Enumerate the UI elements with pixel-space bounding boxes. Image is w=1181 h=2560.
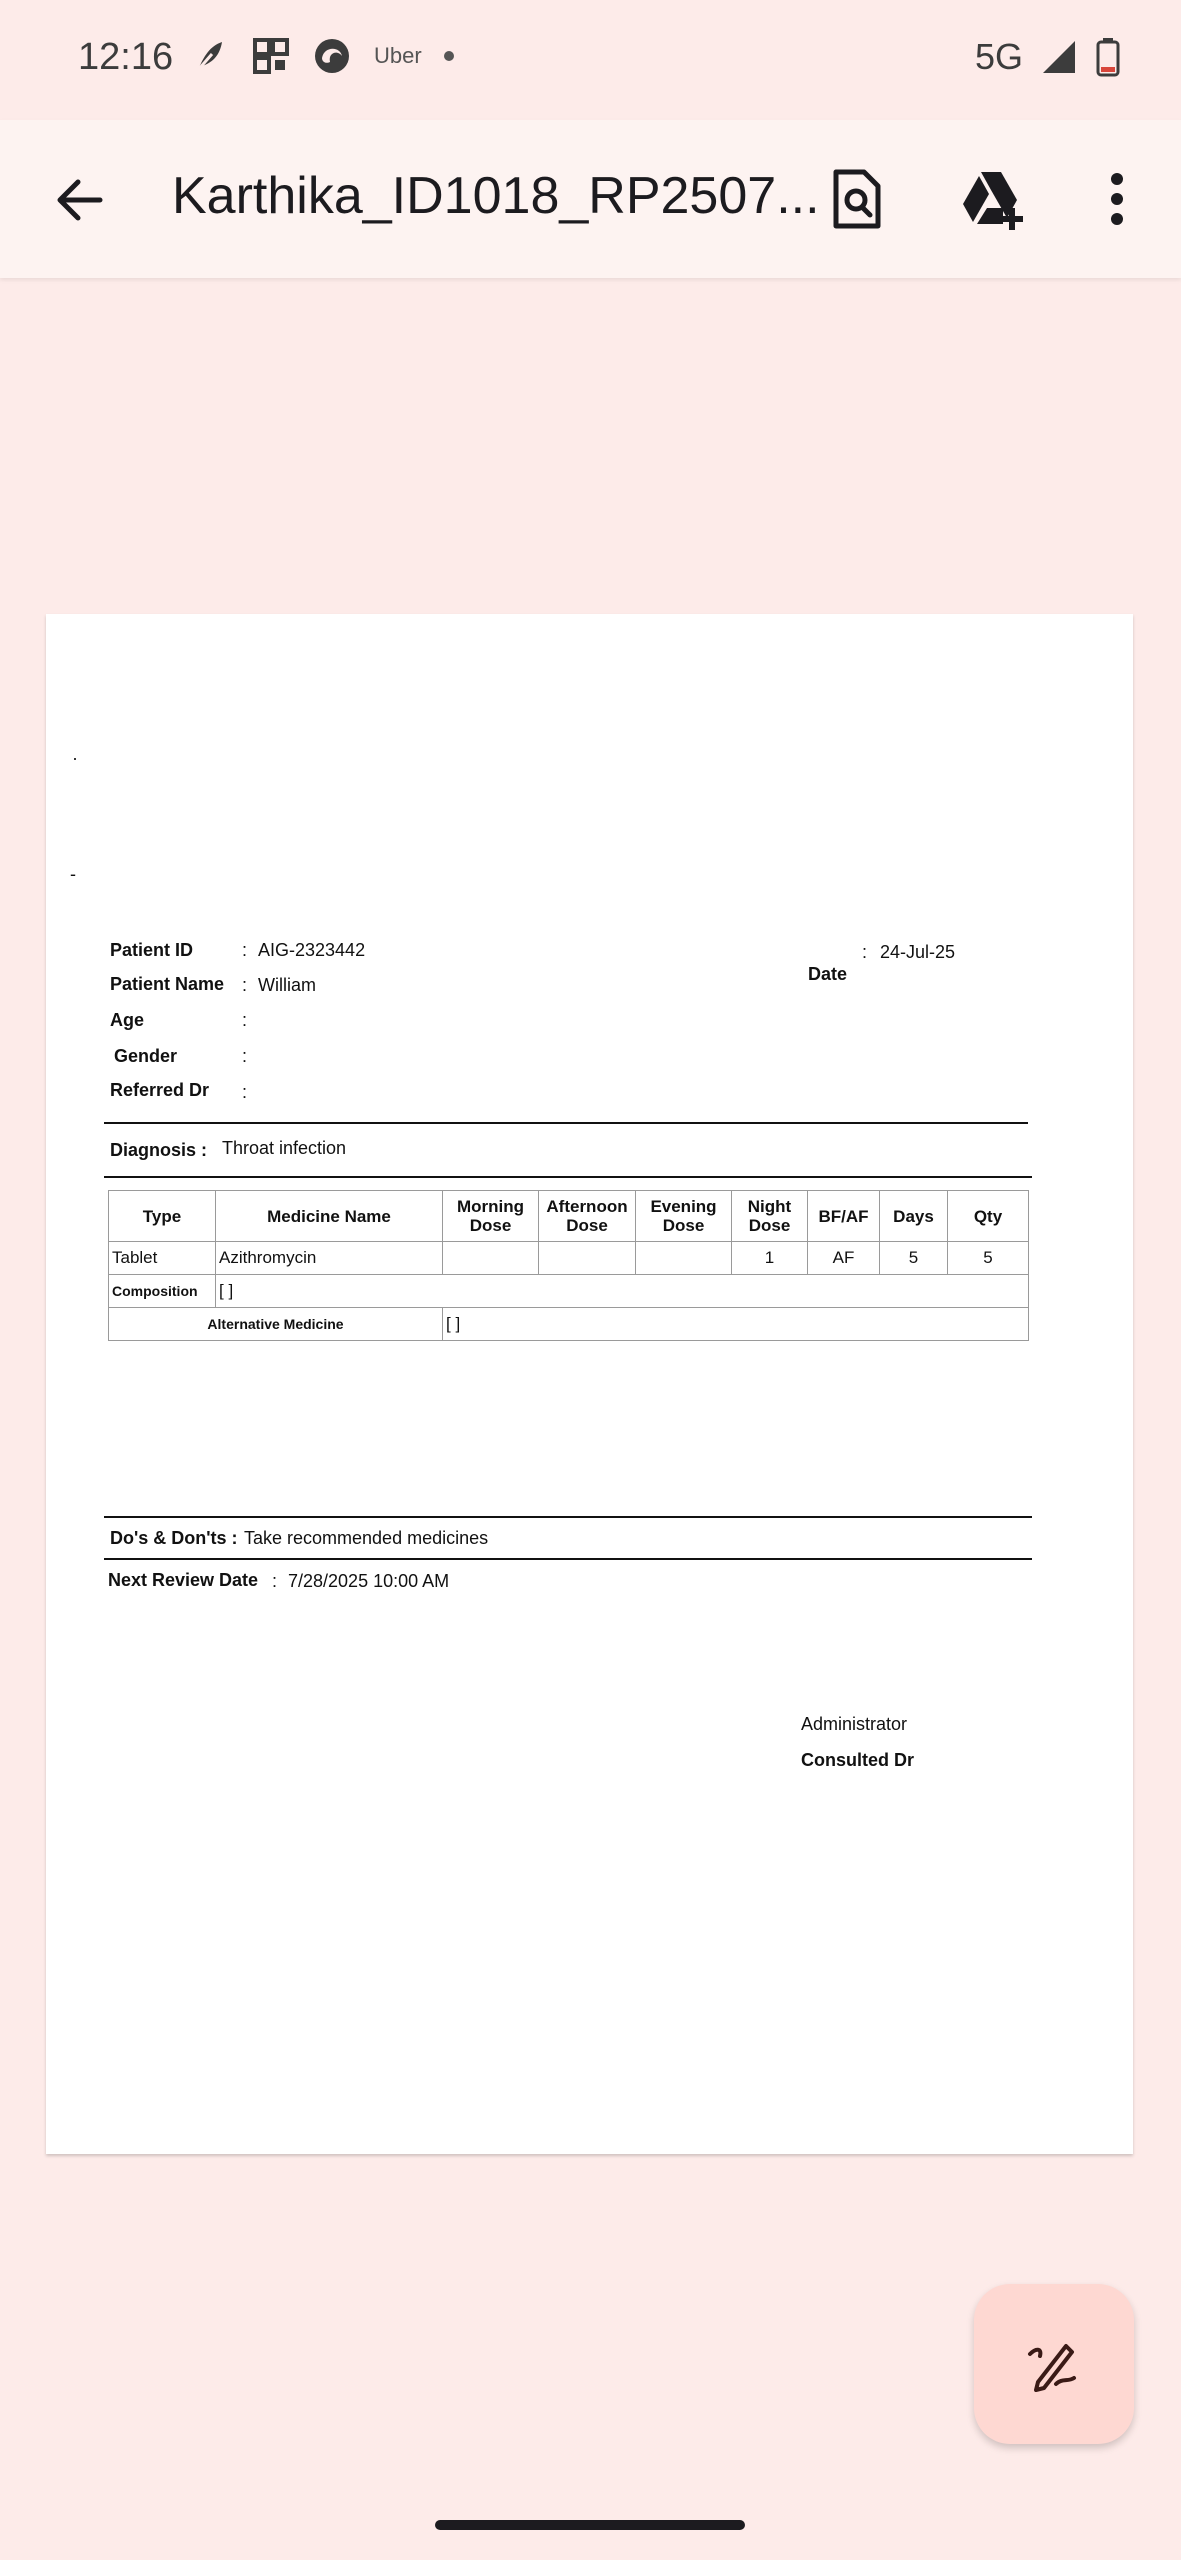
cell-afternoon: [539, 1242, 636, 1275]
add-to-drive-button[interactable]: [958, 164, 1028, 234]
composition-row: [109, 1275, 1029, 1308]
col-type: Type: [109, 1191, 216, 1242]
more-vert-icon: [1107, 169, 1127, 229]
colon: :: [242, 975, 248, 995]
app-bar: [0, 120, 1181, 278]
header-line: Evening: [650, 1197, 717, 1216]
more-options-button[interactable]: [1082, 164, 1152, 234]
more-notifications-dot: [444, 51, 454, 61]
consulted-dr-label: Consulted Dr: [801, 1750, 915, 1770]
colon: :: [242, 1046, 248, 1066]
colon: :: [242, 940, 248, 960]
col-evening-dose: [636, 1191, 732, 1242]
dos-donts-label: Do's & Don'ts :: [110, 1528, 238, 1548]
referred-dr-label: Referred Dr: [110, 1080, 210, 1100]
col-days: Days: [880, 1191, 948, 1242]
composition-value: [ ]: [216, 1275, 1029, 1308]
date-label: Date: [808, 964, 848, 984]
colon: :: [862, 942, 868, 962]
header-line: Dose: [662, 1216, 705, 1235]
col-qty: Qty: [948, 1191, 1029, 1242]
colon: :: [242, 1010, 248, 1030]
annotate-button[interactable]: [974, 2284, 1134, 2444]
col-morning-dose: [443, 1191, 539, 1242]
composition-label: Composition: [109, 1275, 216, 1308]
cell-bf-af: AF: [808, 1242, 880, 1275]
page-speck: -: [70, 864, 76, 884]
home-indicator[interactable]: [435, 2520, 745, 2530]
network-label: 5G: [974, 36, 1023, 77]
col-bf-af: BF/AF: [808, 1191, 880, 1242]
alternative-medicine-label: Alternative Medicine: [109, 1308, 443, 1341]
patient-name-value: William: [258, 975, 316, 995]
col-night-dose: [732, 1191, 808, 1242]
divider: [104, 1176, 1032, 1178]
cell-type: Tablet: [109, 1242, 216, 1275]
colon: :: [272, 1571, 278, 1591]
header-line: Dose: [566, 1216, 608, 1235]
cell-medicine: Azithromycin: [216, 1242, 443, 1275]
next-review-label: Next Review Date: [108, 1570, 259, 1590]
header-line: Afternoon: [546, 1197, 628, 1216]
table-header-row: [109, 1191, 1029, 1242]
table-row: [109, 1242, 1029, 1275]
document-search-icon: [830, 168, 884, 230]
patient-id-label: Patient ID: [110, 940, 194, 960]
dos-donts-value: Take recommended medicines: [244, 1528, 489, 1548]
alternative-row: [109, 1308, 1029, 1341]
header-line: Night: [747, 1197, 792, 1216]
age-label: Age: [110, 1010, 145, 1030]
uber-icon: Uber: [374, 43, 422, 68]
pdf-page[interactable]: [46, 614, 1133, 2154]
status-time: 12:16: [78, 36, 174, 78]
divider: [104, 1122, 1028, 1124]
patient-id-value: AIG-2323442: [258, 940, 366, 960]
cell-days: 5: [880, 1242, 948, 1275]
system-indicators: [975, 36, 1121, 78]
signal-icon: [1041, 39, 1077, 75]
col-medicine-name: Medicine Name: [216, 1191, 443, 1242]
document-title: Karthika_ID1018_RP2507...: [172, 167, 820, 225]
diagnosis-label: Diagnosis :: [110, 1140, 208, 1160]
col-afternoon-dose: [539, 1191, 636, 1242]
alternative-medicine-value: [ ]: [443, 1308, 1029, 1341]
cell-night: 1: [732, 1242, 808, 1275]
battery-icon: [1095, 37, 1121, 77]
diagnosis-value: Throat infection: [222, 1138, 347, 1158]
feather-icon: [190, 36, 230, 76]
signatory-name: Administrator: [801, 1714, 908, 1734]
cell-morning: [443, 1242, 539, 1275]
notification-icons: [190, 36, 454, 76]
divider: [104, 1516, 1032, 1518]
header-line: Morning: [456, 1197, 525, 1216]
header-line: Dose: [469, 1216, 512, 1235]
page-speck: ·: [72, 748, 78, 768]
back-button[interactable]: [50, 170, 110, 230]
date-value: 24-Jul-25: [880, 942, 956, 962]
cell-qty: 5: [948, 1242, 1029, 1275]
next-review-value: 7/28/2025 10:00 AM: [288, 1571, 450, 1591]
header-line: Dose: [748, 1216, 791, 1235]
divider: [104, 1558, 1032, 1560]
colon: :: [242, 1082, 248, 1102]
cell-evening: [636, 1242, 732, 1275]
qr-grid-icon: [252, 37, 290, 75]
gender-label: Gender: [114, 1046, 178, 1066]
status-bar: [0, 0, 1181, 120]
drive-add-icon: [959, 168, 1027, 230]
patient-name-label: Patient Name: [110, 974, 225, 994]
prescription-table: [108, 1190, 1029, 1341]
back-arrow-icon: [50, 170, 110, 230]
find-in-document-button[interactable]: [822, 164, 892, 234]
pen-edit-icon: [1022, 2332, 1086, 2396]
swirl-app-icon: [312, 36, 352, 76]
